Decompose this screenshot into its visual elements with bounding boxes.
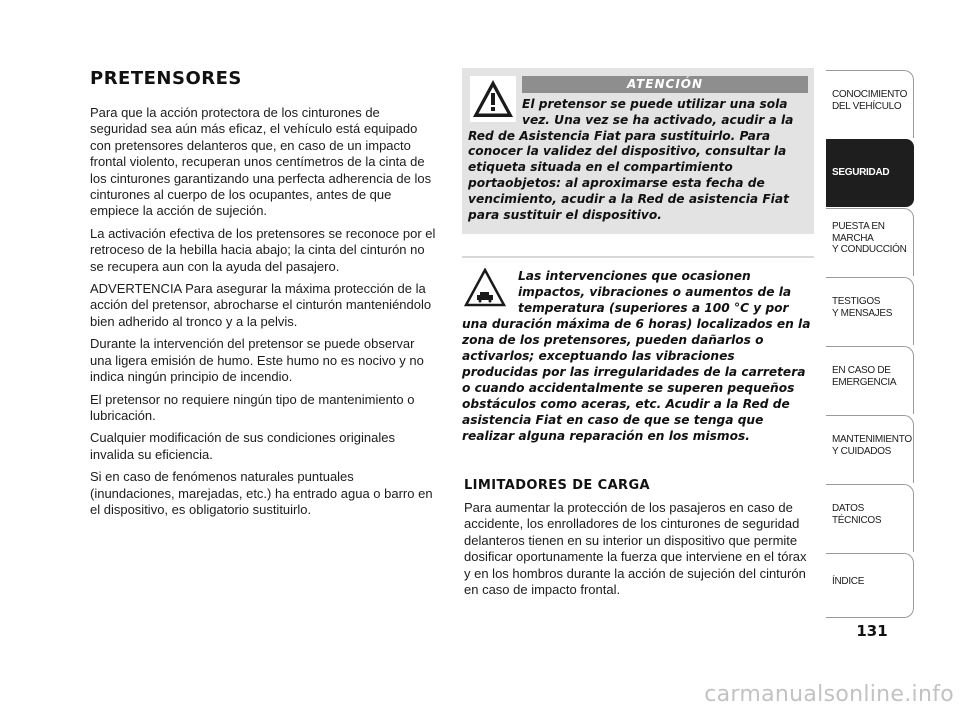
body-text bbox=[90, 105, 438, 524]
paragraph: Para que la acción protectora de los cinturones de seguridad sea aún más eficaz, el vehículo está equipado con pretensores delanteros que, en caso de un impacto frontal violento, recuperan unos centímetros de la cinta de los cinturones garantizando una perfecta adherencia de los cinturones al cuerpo de los ocupantes, antes de que empiece la acción de sujeción. bbox=[90, 105, 432, 219]
paragraph: La activación efectiva de los pretensores se reconoce por el retroceso de la hebilla hacia abajo; la cinta del cinturón no se recupera aun con la ayuda del pasajero. bbox=[90, 225, 436, 274]
tab-indice[interactable] bbox=[826, 553, 914, 618]
tab-mantenimiento[interactable] bbox=[826, 415, 914, 483]
tab-emergencia[interactable] bbox=[826, 346, 914, 414]
tab-label: EN CASO DE EMERGENCIA bbox=[832, 365, 897, 388]
tab-seguridad[interactable] bbox=[826, 139, 914, 207]
chapter-tabs bbox=[826, 70, 914, 618]
tab-puesta-en-marcha[interactable] bbox=[826, 208, 914, 276]
paragraph: Si en caso de fenómenos naturales puntuales (inundaciones, marejadas, etc.) ha entrado agua o barro en el dispositivo, es obligatorio sustituirlo. bbox=[90, 469, 433, 517]
tab-label: DATOS TÉCNICOS bbox=[832, 503, 882, 526]
tab-label: SEGURIDAD bbox=[832, 167, 890, 179]
paragraph: ADVERTENCIA Para asegurar la máxima protección de la acción del pretensor, abrocharse el cinturón manteniéndolo bien adherido al tronco y a la pelvis. bbox=[90, 281, 432, 329]
tab-label: ÍNDICE bbox=[832, 576, 865, 587]
tab-testigos[interactable] bbox=[826, 277, 914, 345]
page-title: PRETENSORES bbox=[90, 68, 242, 89]
tab-label: MANTENIMIENTO Y CUIDADOS bbox=[832, 434, 912, 457]
section-title: LIMITADORES DE CARGA bbox=[464, 478, 650, 493]
warning-header: ATENCIÓN bbox=[522, 76, 808, 93]
warning-text-block bbox=[468, 97, 808, 223]
tab-conocimiento[interactable] bbox=[826, 70, 914, 138]
tab-label: CONOCIMIENTO DEL VEHÍCULO bbox=[832, 89, 908, 112]
environment-note bbox=[462, 268, 814, 444]
paragraph: Cualquier modificación de sus condiciones originales invalida su eficiencia. bbox=[90, 430, 395, 462]
load-limiters-text: Para aumentar la protección de los pasajeros en caso de accidente, los enrolladores de los cinturones de seguridad delanteros tienen en su interior un dispositivo que permite dosificar oportunamente la fuerza que interviene en el tórax y en los hombros durante la acción de sujeción del cinturón en caso de impacto frontal. bbox=[464, 500, 807, 598]
warning-text: El pretensor se puede utilizar una sola vez. Una vez se ha activado, acudir a la Red de Asistencia Fiat para sustituirlo. Para conocer la validez del dispositivo, consultar la etiqueta situada en el compartimiento portaobjetos: al aproximarse esta fecha de vencimiento, acudir a la Red de asistencia Fiat para sustituir el dispositivo. bbox=[468, 97, 794, 222]
divider bbox=[462, 256, 814, 258]
page-number: 131 bbox=[856, 622, 888, 640]
environment-text: Las intervenciones que ocasionen impactos, vibraciones o aumentos de la temperatura (superiores a 100 °C y por una duración máxima de 6 horas) localizados en la zona de los pretensores, pueden dañarlos o activarlos; exceptuando las vibraciones producidas por las irregularidades de la carretera o cuando accidentalmente se superen pequeños obstáculos como aceras, etc. Acudir a la Red de asistencia Fiat en caso de que se tenga que realizar alguna reparación en los mismos. bbox=[462, 269, 811, 443]
watermark: carmanualsonline.info bbox=[704, 682, 954, 707]
tab-datos-tecnicos[interactable] bbox=[826, 484, 914, 552]
tab-label: PUESTA EN MARCHA Y CONDUCCIÓN bbox=[832, 221, 907, 255]
paragraph: El pretensor no requiere ningún tipo de mantenimiento o lubricación. bbox=[90, 391, 415, 423]
environment-triangle-icon bbox=[464, 268, 506, 308]
warning-box bbox=[462, 68, 814, 234]
paragraph: Durante la intervención del pretensor se puede observar una ligera emisión de humo. Este humo no es nocivo y no indica ningún principio de incendio. bbox=[90, 336, 424, 385]
tab-label: TESTIGOS Y MENSAJES bbox=[832, 296, 893, 319]
